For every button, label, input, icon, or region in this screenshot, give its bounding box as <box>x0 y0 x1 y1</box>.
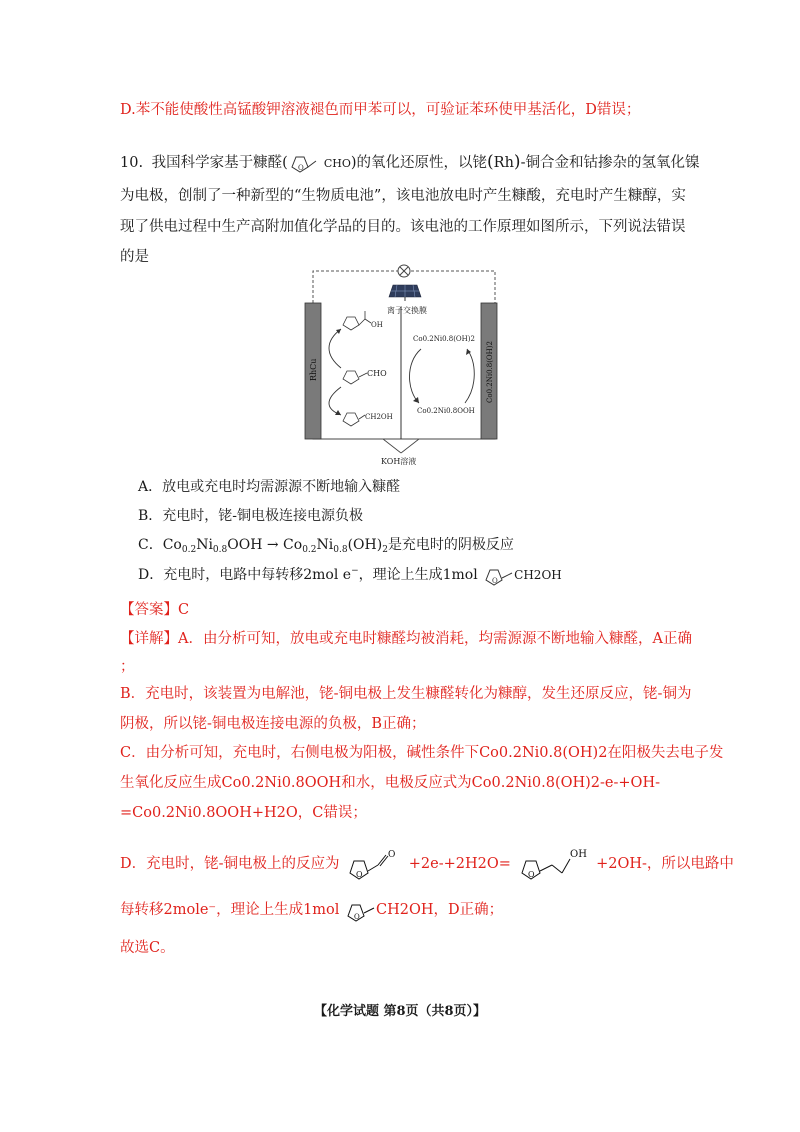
cho-label: CHO <box>323 157 351 170</box>
svg-text:O: O <box>527 870 535 879</box>
furoic-acid-structure <box>343 311 383 330</box>
question-text-part: )的氧化还原性，以铑 <box>350 155 488 171</box>
svg-text:O: O <box>356 870 363 879</box>
option-c-text: 是充电时的阴极反应 <box>387 537 514 553</box>
detail-a-line1: 【详解】A．由分析可知，放电或充电时糠醛均被消耗，均需源源不断地输入糠醛，A正确 <box>120 631 692 647</box>
left-electrode-label: RhCu <box>309 358 318 381</box>
right-bottom-species: Co0.2Ni0.8OOH <box>417 407 475 415</box>
koh-label: KOH溶液 <box>381 457 417 466</box>
bulb-icon <box>398 265 410 277</box>
prev-answer-line: D.苯不能使酸性高锰酸钾溶液褪色而甲苯可以，可验证苯环使甲基活化，D错误； <box>120 102 641 118</box>
detail-d-line2 <box>120 898 503 922</box>
option-d-text: D．充电时，电路中每转移 <box>138 567 304 583</box>
arrow-discharge <box>410 349 422 403</box>
furfural-structure-icon <box>288 153 324 173</box>
question-text-part: 我国科学家基于糠醛( <box>151 155 288 171</box>
svg-text:O: O <box>354 913 360 921</box>
detail-d-line1 <box>120 847 734 881</box>
furfural-reactant-icon <box>344 847 404 881</box>
oh-label: OH <box>371 321 383 329</box>
cell-container <box>313 303 495 439</box>
option-d-text2: ，理论上生成 <box>358 567 443 583</box>
detail-b-line1: B．充电时，该装置为电解池，铑-铜电极上发生糠醛转化为糠醇，发生还原反应，铑-铜为 <box>120 686 692 702</box>
page-footer: 【化学试题 第8页（共8页）】 <box>313 1004 487 1019</box>
svg-text:OH: OH <box>569 849 587 860</box>
option-d-amount: 2mol e <box>303 567 352 583</box>
furfural-structure <box>343 369 387 384</box>
question-line-2: 为电极，创制了一种新型的“生物质电池”，该电池放电时产生糠酸，充电时产生糠醇，实 <box>120 188 686 204</box>
right-top-species: Co0.2Ni0.8(OH)2 <box>413 335 475 343</box>
ch2oh-figure-label: CH2OH <box>365 413 393 421</box>
svg-text:O: O <box>297 164 304 172</box>
furfuryl-alcohol-structure <box>343 413 393 426</box>
answer-label: 【答案】C <box>120 602 190 618</box>
membrane-label: 离子交换膜 <box>387 306 427 315</box>
battery-diagram <box>295 263 510 468</box>
arrow-charge <box>465 349 474 403</box>
option-d: D．充电时，电路中每转移2mol e−，理论上生成1mol O CH2OH <box>138 566 562 585</box>
detail-d-text4: ，D正确； <box>433 902 504 918</box>
solar-panel-icon <box>389 285 421 301</box>
question-line-1: 10. 我国科学家基于糠醛( O CHO)的氧化还原性，以铑(Rh)-铜合金和钴掺杂的氢氧化镍 <box>120 152 700 172</box>
detail-c-line3: =Co0.2Ni0.8OOH+H2O，C错误； <box>120 805 367 821</box>
detail-d-text2: +2OH-，所以电路中 <box>596 856 734 872</box>
arrow-to-furoic-acid <box>329 329 341 368</box>
cho-figure-label: CHO <box>367 369 387 378</box>
question-text-part: -铜合金和钴掺杂的氢氧化镍 <box>520 155 700 171</box>
option-b: B．充电时，铑-铜电极连接电源负极 <box>138 508 364 524</box>
furfuryl-alcohol-product-icon <box>516 847 592 881</box>
detail-c-line1: C．由分析可知，充电时，右侧电极为阳极，碱性条件下Co0.2Ni0.8(OH)2在阳极失去电子发 <box>120 745 724 761</box>
svg-text:O: O <box>388 850 396 860</box>
question-line-4: 的是 <box>120 249 149 265</box>
detail-d-ch2oh: CH2OH <box>376 902 434 918</box>
detail-d-text3: 每转移2mole⁻，理论上生成1mol <box>120 902 340 918</box>
arrow-to-furfuryl-alcohol <box>329 387 341 415</box>
svg-text:O: O <box>492 577 498 585</box>
question-number: 10. <box>120 155 144 171</box>
option-d-ch2oh: CH2OH <box>514 568 562 582</box>
furfuryl-alcohol-icon <box>482 564 514 586</box>
option-d-mol: 1mol <box>442 567 478 583</box>
detail-b-line2: 阴极，所以铑-铜电极连接电源的负极，B正确； <box>120 716 426 732</box>
question-line-3: 现了供电过程中生产高附加值化学品的目的。该电池的工作原理如图所示，下列说法错误 <box>120 219 686 235</box>
detail-d-equation: +2e-+2H2O= <box>408 856 511 872</box>
detail-d-text: D．充电时，铑-铜电极上的反应为 <box>120 856 340 872</box>
detail-c-line2: 生氧化反应生成Co0.2Ni0.8OOH和水，电极反应式为Co0.2Ni0.8(OH)2-e-+OH- <box>120 775 660 791</box>
right-electrode-label: Co0.2Ni0.8(OH)2 <box>486 341 494 403</box>
option-a: A．放电或充电时均需源源不断地输入糠醛 <box>138 479 401 495</box>
detail-a-line2: ； <box>120 659 135 675</box>
option-c: C．$Co_{0.2}Ni_{0.8}OOH \to Co_{0.2}Ni_{0.8}(OH)_2$是充电时的阴极反应 <box>138 537 514 555</box>
final-answer: 故选C。 <box>120 940 175 956</box>
rh-symbol: Rh <box>493 155 514 171</box>
furfuryl-alcohol-icon-2 <box>344 898 376 922</box>
